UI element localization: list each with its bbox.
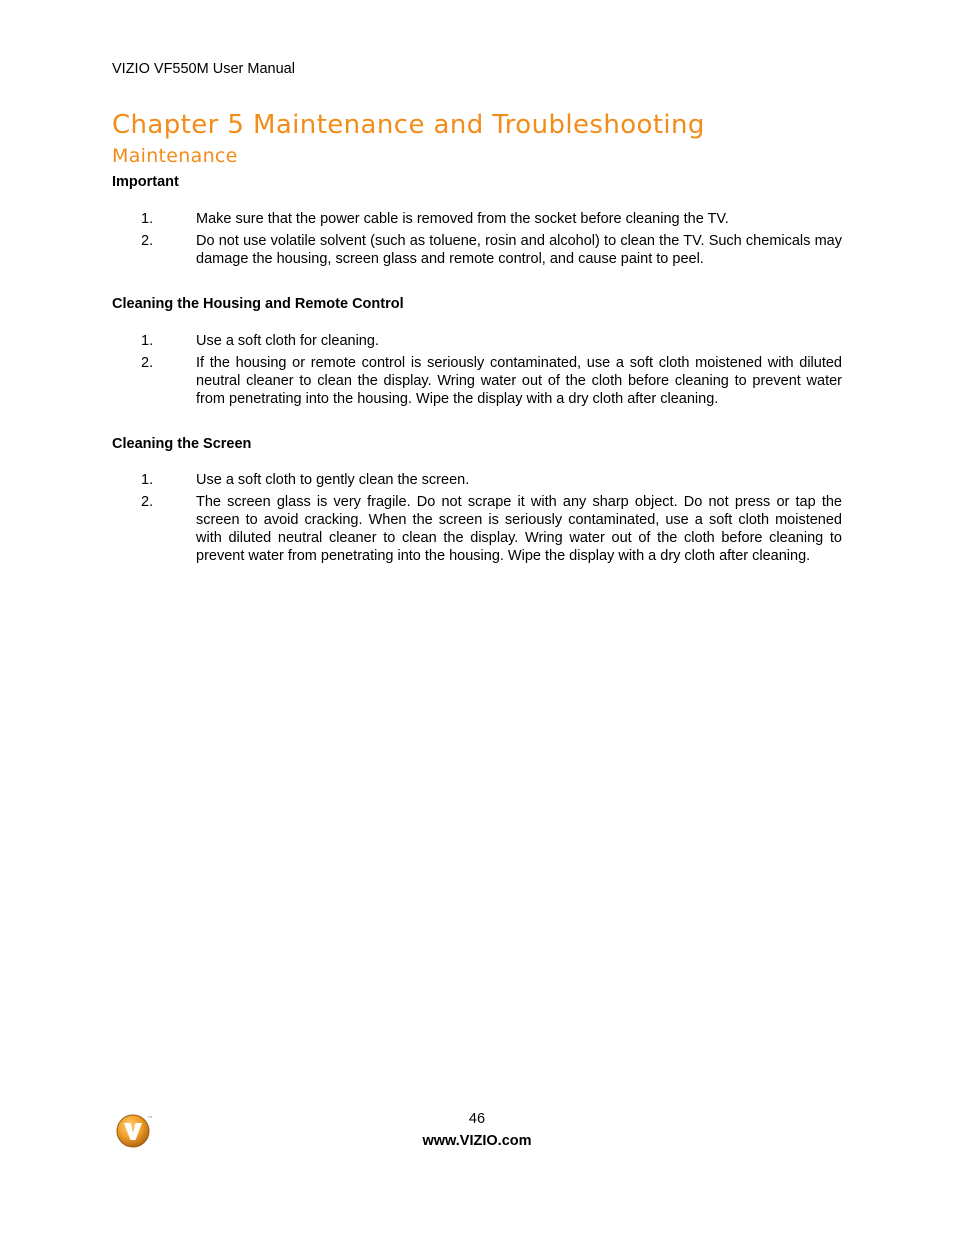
item-number: 2. [141, 494, 154, 510]
list-item [112, 232, 842, 268]
item-number: 2. [141, 233, 154, 249]
item-text: Use a soft cloth to gently clean the screen. [196, 472, 470, 488]
item-number: 1. [141, 333, 154, 349]
list-item [112, 354, 842, 408]
item-text: If the housing or remote control is seriously contaminated, use a soft cloth moistened with diluted neutral cleaner to clean the display. Wring water out of the cloth before cleaning to prevent water from penetrating into the housing. Wipe the display with a dry cloth after cleaning. [196, 355, 842, 407]
housing-heading: Cleaning the Housing and Remote Control [112, 296, 404, 312]
manual-title: VIZIO VF550M User Manual [112, 61, 295, 77]
screen-section [112, 435, 842, 565]
page-number: 46 [468, 1111, 486, 1127]
list-item [112, 471, 842, 489]
footer-url: www.VIZIO.com [422, 1133, 532, 1149]
item-text: Use a soft cloth for cleaning. [196, 333, 379, 349]
page-content [112, 173, 842, 565]
item-text: The screen glass is very fragile. Do not scrape it with any sharp object. Do not press or tap the screen to avoid cracking. When the screen is seriously contaminated, use a soft cloth moistened with diluted neutral cleaner to clean the display. Wring water out of the cloth before cleaning to prevent water from penetrating into the housing. Wipe the display with a dry cloth after cleaning. [196, 494, 842, 564]
item-text: Do not use volatile solvent (such as toluene, rosin and alcohol) to clean the TV. Such chemicals may damage the housing, screen glass and remote control, and cause paint to peel. [196, 233, 842, 267]
important-heading: Important [112, 174, 179, 190]
important-list [112, 210, 842, 268]
list-item [112, 332, 842, 350]
screen-heading: Cleaning the Screen [112, 436, 252, 452]
list-item [112, 493, 842, 565]
list-item [112, 210, 842, 228]
section-title: Maintenance [112, 145, 238, 167]
item-number: 1. [141, 472, 154, 488]
item-number: 2. [141, 355, 154, 371]
svg-text:TM: TM [148, 1115, 152, 1119]
chapter-title: Chapter 5 Maintenance and Troubleshooting [112, 110, 705, 140]
housing-list [112, 332, 842, 408]
important-section [112, 173, 842, 268]
housing-section [112, 295, 842, 408]
item-number: 1. [141, 211, 154, 227]
screen-list [112, 471, 842, 565]
item-text: Make sure that the power cable is removed from the socket before cleaning the TV. [196, 211, 729, 227]
